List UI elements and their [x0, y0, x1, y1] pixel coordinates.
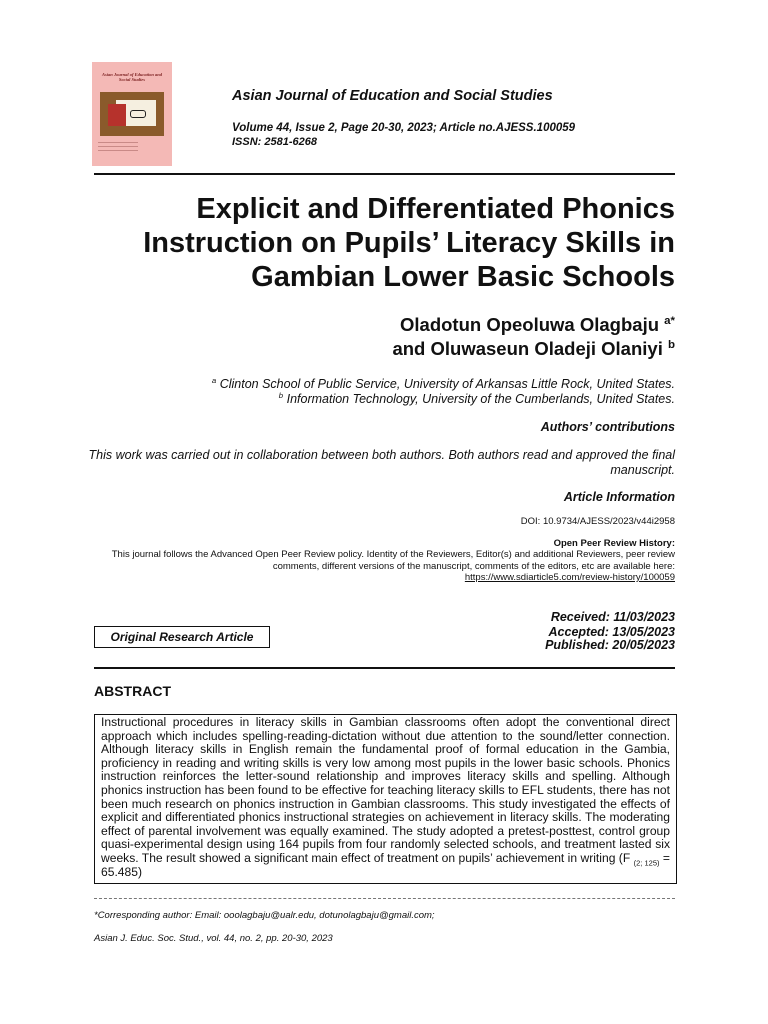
- peer-review-text: [75, 549, 675, 584]
- title-line-1: Explicit and Differentiated Phonics: [196, 193, 675, 225]
- abstract-stat-subscript: (2; 125): [633, 858, 660, 868]
- doi[interactable]: DOI: 10.9734/AJESS/2023/v44i2958: [520, 516, 675, 527]
- author-affiliation-mark: a*: [664, 314, 675, 327]
- corresponding-author-note: *Corresponding author: Email: ooolagbaju@ualr.edu, dotunolagbaju@gmail.com;: [94, 910, 435, 921]
- date-received: Received: 11/03/2023: [550, 610, 675, 624]
- affiliation-a: [212, 377, 675, 391]
- cover-title: Asian Journal of Education and Social Studies: [101, 72, 163, 82]
- article-info-heading: Article Information: [563, 490, 675, 504]
- section-divider: [94, 667, 675, 669]
- affiliation-mark: a: [211, 375, 217, 385]
- affiliation-text: Clinton School of Public Service, University of Arkansas Little Rock, United States.: [219, 377, 675, 391]
- cover-text-lines: [98, 142, 138, 154]
- title-line-3: Gambian Lower Basic Schools: [251, 261, 675, 293]
- contributions-text: This work was carried out in collaboration between both authors. Both authors read and approved the final manuscript.: [88, 448, 675, 477]
- footnote-divider: [94, 898, 675, 899]
- journal-issn: ISSN: 2581-6268: [232, 136, 317, 148]
- paper-title: [75, 192, 675, 294]
- affiliation-mark: b: [278, 390, 284, 400]
- date-accepted: Accepted: 13/05/2023: [548, 625, 675, 639]
- author-1: [400, 314, 675, 336]
- author-connector: and: [392, 338, 431, 359]
- cover-photo: [100, 92, 164, 136]
- author-affiliation-mark: b: [667, 338, 675, 351]
- affiliation-b: [279, 392, 675, 406]
- abstract-text: Instructional procedures in literacy skills in Gambian classrooms often adopt the conventional direct approach which includes spelling-reading-dictation without due attention to the sound/letter connection. Although literacy skills in English remain the fundamental proof of formal education in the Gambia, proficiency in reading and writing skills is very low among most pupils in the lower basic schools. Phonics instruction reinforces the letter-sound relationship and improves literacy skills and spelling. Although phonics instruction has been found to be effective for teaching literacy skills to EFL students, there has not been much research on phonics instruction in Gambian classrooms. This study investigated the effects of explicit and differentiated phonics instructional strategies on achievement in literacy skills. The moderating effect of parental involvement was equally examined. The study adopted a pretest-posttest, control group quasi-experimental design using 164 pupils from four randomly selected schools, and treatment lasted six weeks. The result showed a significant main effect of treatment on pupils’ achievement in writing (F: [101, 715, 670, 865]
- abstract-stat-value: = 65.485): [101, 850, 670, 879]
- cover-glasses-icon: [130, 110, 146, 118]
- header-divider: [94, 173, 675, 175]
- affiliation-text: Information Technology, University of the Cumberlands, United States.: [286, 392, 675, 406]
- article-type-badge: Original Research Article: [94, 626, 270, 648]
- abstract-box: [94, 714, 677, 884]
- abstract-heading: ABSTRACT: [94, 683, 171, 699]
- title-line-2: Instruction on Pupils’ Literacy Skills in: [143, 227, 675, 259]
- peer-review-heading: Open Peer Review History:: [553, 538, 675, 549]
- author-name: Oladotun Opeoluwa Olagbaju: [400, 314, 660, 335]
- cover-book-spine-icon: [108, 104, 126, 126]
- journal-cover-thumbnail: [92, 62, 172, 166]
- journal-volume: Volume 44, Issue 2, Page 20-30, 2023; Article no.AJESS.100059: [232, 122, 576, 134]
- peer-review-link[interactable]: https://www.sdiarticle5.com/review-history/100059: [464, 572, 675, 583]
- peer-review-description: This journal follows the Advanced Open Peer Review policy. Identity of the Reviewers, Editor(s) and additional Reviewers, peer review comments, different versions of the manuscript, comments of the editors, etc are available here:: [111, 549, 675, 572]
- author-name: Oluwaseun Oladeji Olaniyi: [430, 338, 663, 359]
- contributions-heading: Authors’ contributions: [540, 420, 675, 434]
- date-published: Published: 20/05/2023: [545, 638, 675, 652]
- author-2: [392, 338, 675, 360]
- citation-line: Asian J. Educ. Soc. Stud., vol. 44, no. 2, pp. 20-30, 2023: [94, 933, 333, 944]
- journal-name: Asian Journal of Education and Social Studies: [232, 88, 553, 104]
